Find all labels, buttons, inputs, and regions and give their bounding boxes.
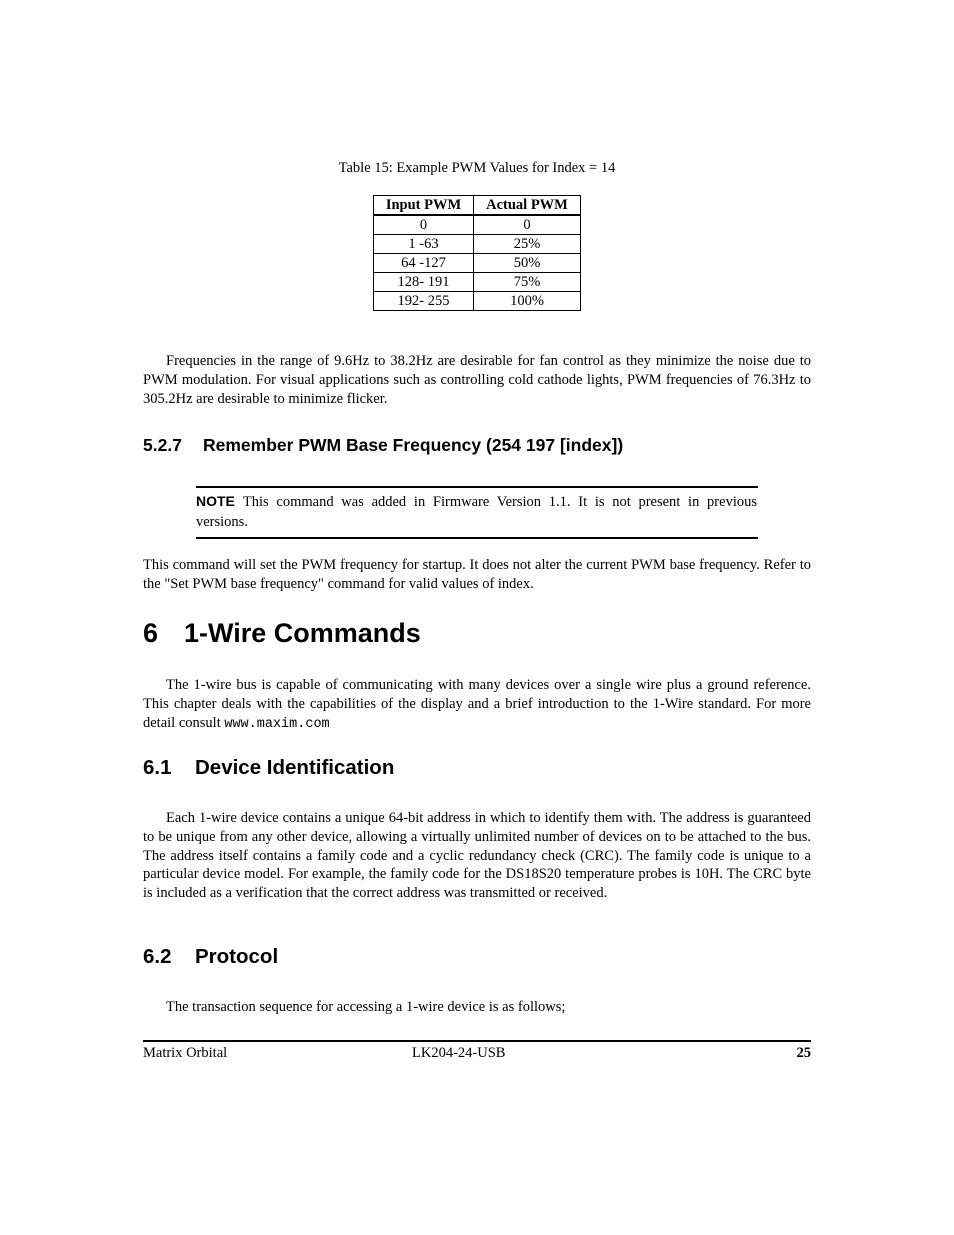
paragraph-device-identification: Each 1-wire device contains a unique 64-bit address in which to identify them with. The address is guaranteed to be unique from any other device, allowing a virtually unlimited number of devices on to be attached to the bus. The address itself contains a family code and a cyclic redundancy check (CRC). The family code is unique to a particular device model. For example, the family code for the DS18S20 temperature probes is 10H. The CRC byte is included as a verification that the correct address was transmitted or received.: [143, 810, 811, 902]
chapter-heading-6: [143, 618, 421, 649]
table-cell-input: 0: [374, 215, 474, 235]
section-title: Remember PWM Base Frequency (254 197 [index]): [203, 435, 624, 455]
table-cell-actual: 50%: [474, 254, 581, 273]
column-header-actual-pwm: Actual PWM: [474, 196, 581, 216]
table-caption: Table 15: Example PWM Values for Index = 14: [338, 160, 616, 176]
footer-model: LK204-24-USB: [412, 1045, 506, 1061]
paragraph-frequencies: Frequencies in the range of 9.6Hz to 38.2Hz are desirable for fan control as they minimize the noise due to PWM modulation. For visual applications such as controlling cold cathode lights, PWM frequencies of 76.3Hz to 305.2Hz are desirable to minimize flicker.: [143, 353, 811, 407]
table-cell-input: 192- 255: [374, 292, 474, 311]
note-top-rule: [196, 486, 758, 488]
section-title: Protocol: [195, 945, 279, 968]
table-cell-input: 64 -127: [374, 254, 474, 273]
note-label: NOTE: [196, 493, 235, 509]
paragraph-1wire-intro: [143, 676, 811, 734]
footer-rule: [143, 1040, 811, 1042]
table-row: [374, 273, 581, 292]
chapter-number: 6: [143, 618, 159, 648]
footer-company: Matrix Orbital: [143, 1045, 228, 1061]
section-number: 6.2: [143, 945, 172, 968]
table-cell-input: 1 -63: [374, 235, 474, 254]
table-cell-actual: 100%: [474, 292, 581, 311]
section-title: Device Identification: [195, 756, 395, 779]
table-cell-actual: 75%: [474, 273, 581, 292]
note-text: This command was added in Firmware Version 1.1. It is not present in previous versions.: [196, 494, 757, 530]
table-row: [374, 292, 581, 311]
paragraph-command: This command will set the PWM frequency for startup. It does not alter the current PWM base frequency. Refer to the "Set PWM base frequency" command for valid values of index.: [143, 557, 811, 592]
maxim-link[interactable]: www.maxim.com: [224, 716, 330, 732]
table-row: [374, 235, 581, 254]
section-number: 5.2.7: [143, 435, 182, 455]
paragraph-1wire-text: The 1-wire bus is capable of communicating with many devices over a single wire plus a ground reference. This chapter deals with the capabilities of the display and a brief introduction to the 1-Wire standard. For more detail consult: [143, 677, 811, 731]
section-heading-6-1: [143, 756, 394, 780]
table-cell-actual: 0: [474, 215, 581, 235]
table-row: [374, 254, 581, 273]
paragraph-protocol: The transaction sequence for accessing a 1-wire device is as follows;: [166, 999, 566, 1015]
chapter-title: 1-Wire Commands: [184, 618, 421, 648]
column-header-input-pwm: Input PWM: [374, 196, 474, 216]
note-bottom-rule: [196, 537, 758, 539]
section-heading-6-2: [143, 945, 278, 969]
table-row: [374, 215, 581, 235]
table-cell-actual: 25%: [474, 235, 581, 254]
table-header-row: [374, 196, 581, 216]
note-box: [196, 492, 757, 532]
pwm-values-table: [373, 195, 581, 311]
table-cell-input: 128- 191: [374, 273, 474, 292]
page-number: 25: [796, 1045, 811, 1061]
section-number: 6.1: [143, 756, 172, 779]
section-heading-5-2-7: [143, 435, 623, 456]
